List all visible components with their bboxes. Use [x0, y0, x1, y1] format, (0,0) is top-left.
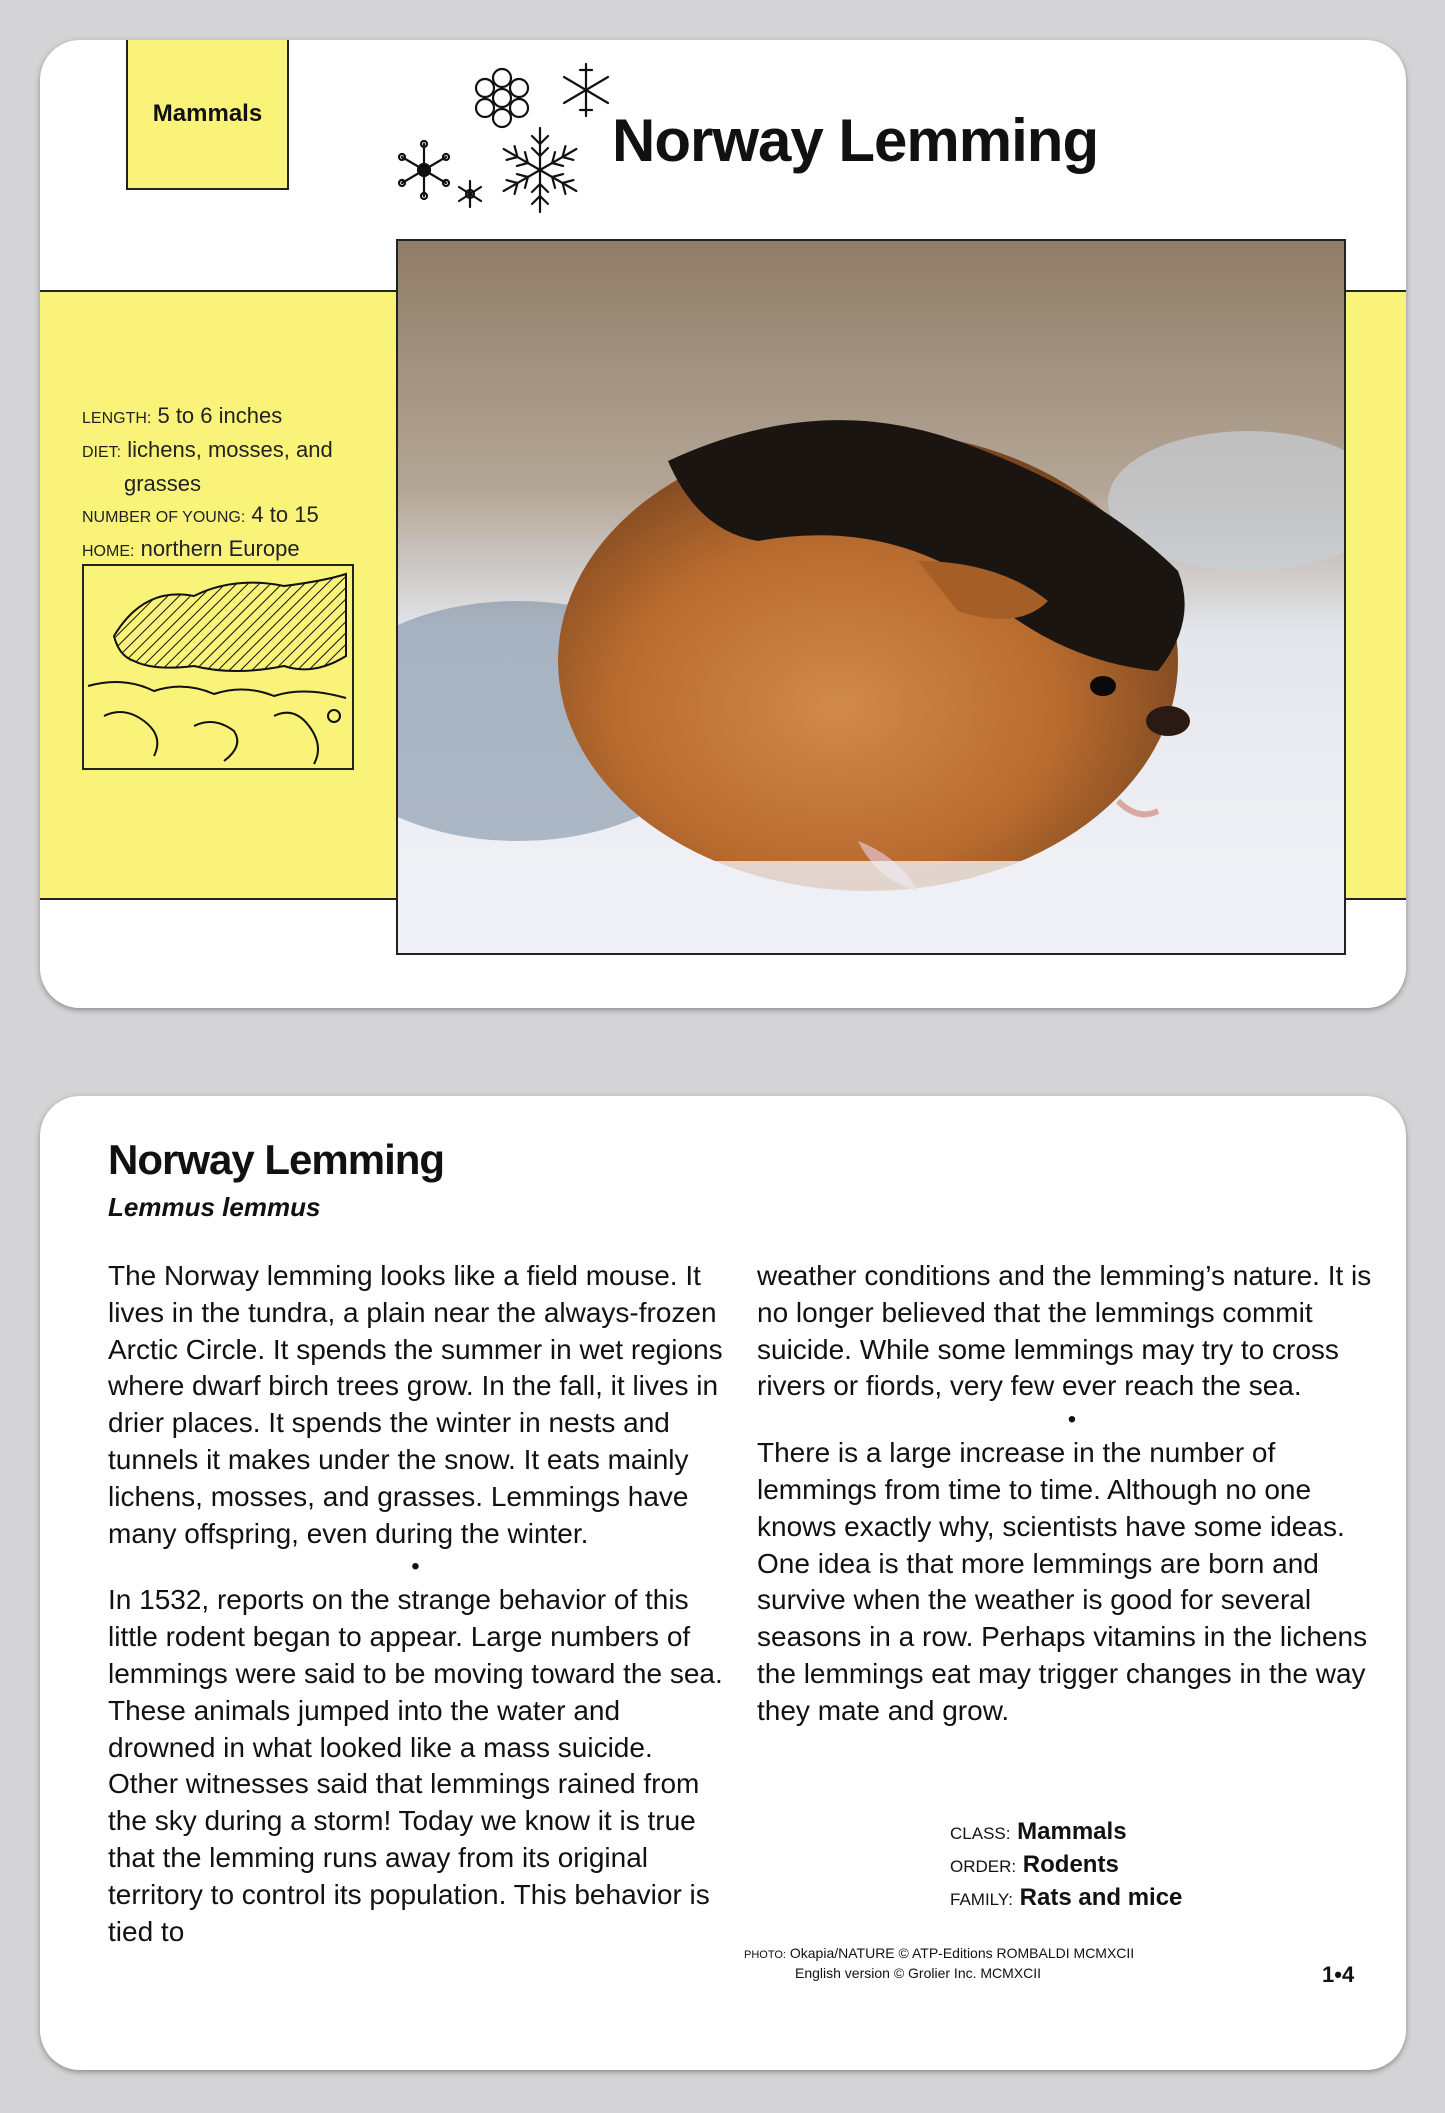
- lemming-photo: [396, 239, 1346, 955]
- family-value: Rats and mice: [1019, 1884, 1183, 1911]
- classification: [950, 1816, 1182, 1915]
- class-row: [950, 1816, 1182, 1849]
- fact-diet-value-cont: grasses: [124, 471, 202, 496]
- paragraph: weather conditions and the lemming’s nature. It is no longer believed that the lemmings commit suicide. While some lemmings may try to cross rivers or fiords, very few ever reach the sea.: [757, 1260, 1372, 1402]
- order-label: ORDER:: [950, 1857, 1017, 1876]
- fact-list: [82, 400, 382, 567]
- fact-home: [82, 533, 382, 567]
- fact-diet: [82, 434, 382, 468]
- fact-length: [82, 400, 382, 434]
- back-card: [40, 1096, 1406, 2070]
- text-column-1: [108, 1258, 723, 1950]
- back-title: Norway Lemming: [108, 1136, 445, 1183]
- photo-credit-line2: English version © Grolier Inc. MCMXCII: [795, 1965, 1042, 1981]
- paragraph: In 1532, reports on the strange behavior of this little rodent began to appear. Large numbers of lemmings were said to be moving toward the sea. These animals jumped into the water and drowned in what looked like a mass suicide. Other witnesses said that lemmings rained from the sky during a storm! Today we know it is true that the lemming runs away from its original territory to control its population. This behavior is tied to: [108, 1584, 723, 1947]
- photo-credit-label: PHOTO:: [744, 1949, 786, 1961]
- separator-bullet: •: [411, 1553, 420, 1581]
- photo-credit: [744, 1944, 1224, 1982]
- card-title: Norway Lemming: [612, 107, 1099, 174]
- front-card: [40, 40, 1406, 1008]
- scientific-name: Lemmus lemmus: [108, 1192, 321, 1222]
- class-label: CLASS:: [950, 1824, 1011, 1843]
- order-row: [950, 1849, 1182, 1882]
- separator-bullet: •: [1067, 1406, 1077, 1434]
- card-number: 1•4: [1322, 1962, 1355, 1987]
- paragraph: The Norway lemming looks like a field mouse. It lives in the tundra, a plain near the always-frozen Arctic Circle. It spends the summer in wet regions where dwarf birch trees grow. In the fall, it lives in drier places. It spends the winter in nests and tunnels it makes under the snow. It eats mainly lichens, mosses, and grasses. Lemmings have many offspring, even during the winter.: [108, 1260, 723, 1549]
- fact-home-label: HOME:: [82, 543, 135, 560]
- fact-young: [82, 499, 382, 533]
- text-column-2: [757, 1258, 1387, 1730]
- paragraph: There is a large increase in the number of lemmings from time to time. Although no one knows exactly why, scientists have some ideas. One idea is that more lemmings are born and survive when the weather is good for several seasons in a row. Perhaps vitamins in the lichens the lemmings eat may trigger changes in the way they mate and grow.: [757, 1437, 1368, 1726]
- category-tab: [126, 40, 289, 190]
- fact-young-value: 4 to 15: [251, 502, 319, 527]
- fact-home-value: northern Europe: [140, 536, 300, 561]
- snowflake-icon: [390, 52, 640, 222]
- photo-credit-line1: Okapia/NATURE © ATP-Editions ROMBALDI MCMXCII: [789, 1945, 1135, 1961]
- fact-diet-value: lichens, mosses, and: [127, 437, 333, 462]
- fact-length-value: 5 to 6 inches: [157, 403, 283, 428]
- fact-length-label: LENGTH:: [82, 410, 152, 427]
- class-value: Mammals: [1017, 1818, 1127, 1845]
- fact-diet-label: DIET:: [82, 444, 122, 461]
- fact-young-label: NUMBER OF YOUNG:: [82, 509, 246, 526]
- category-label: Mammals: [152, 100, 263, 127]
- family-label: FAMILY:: [950, 1890, 1013, 1909]
- range-map: [82, 564, 354, 770]
- family-row: [950, 1882, 1182, 1915]
- order-value: Rodents: [1022, 1851, 1119, 1878]
